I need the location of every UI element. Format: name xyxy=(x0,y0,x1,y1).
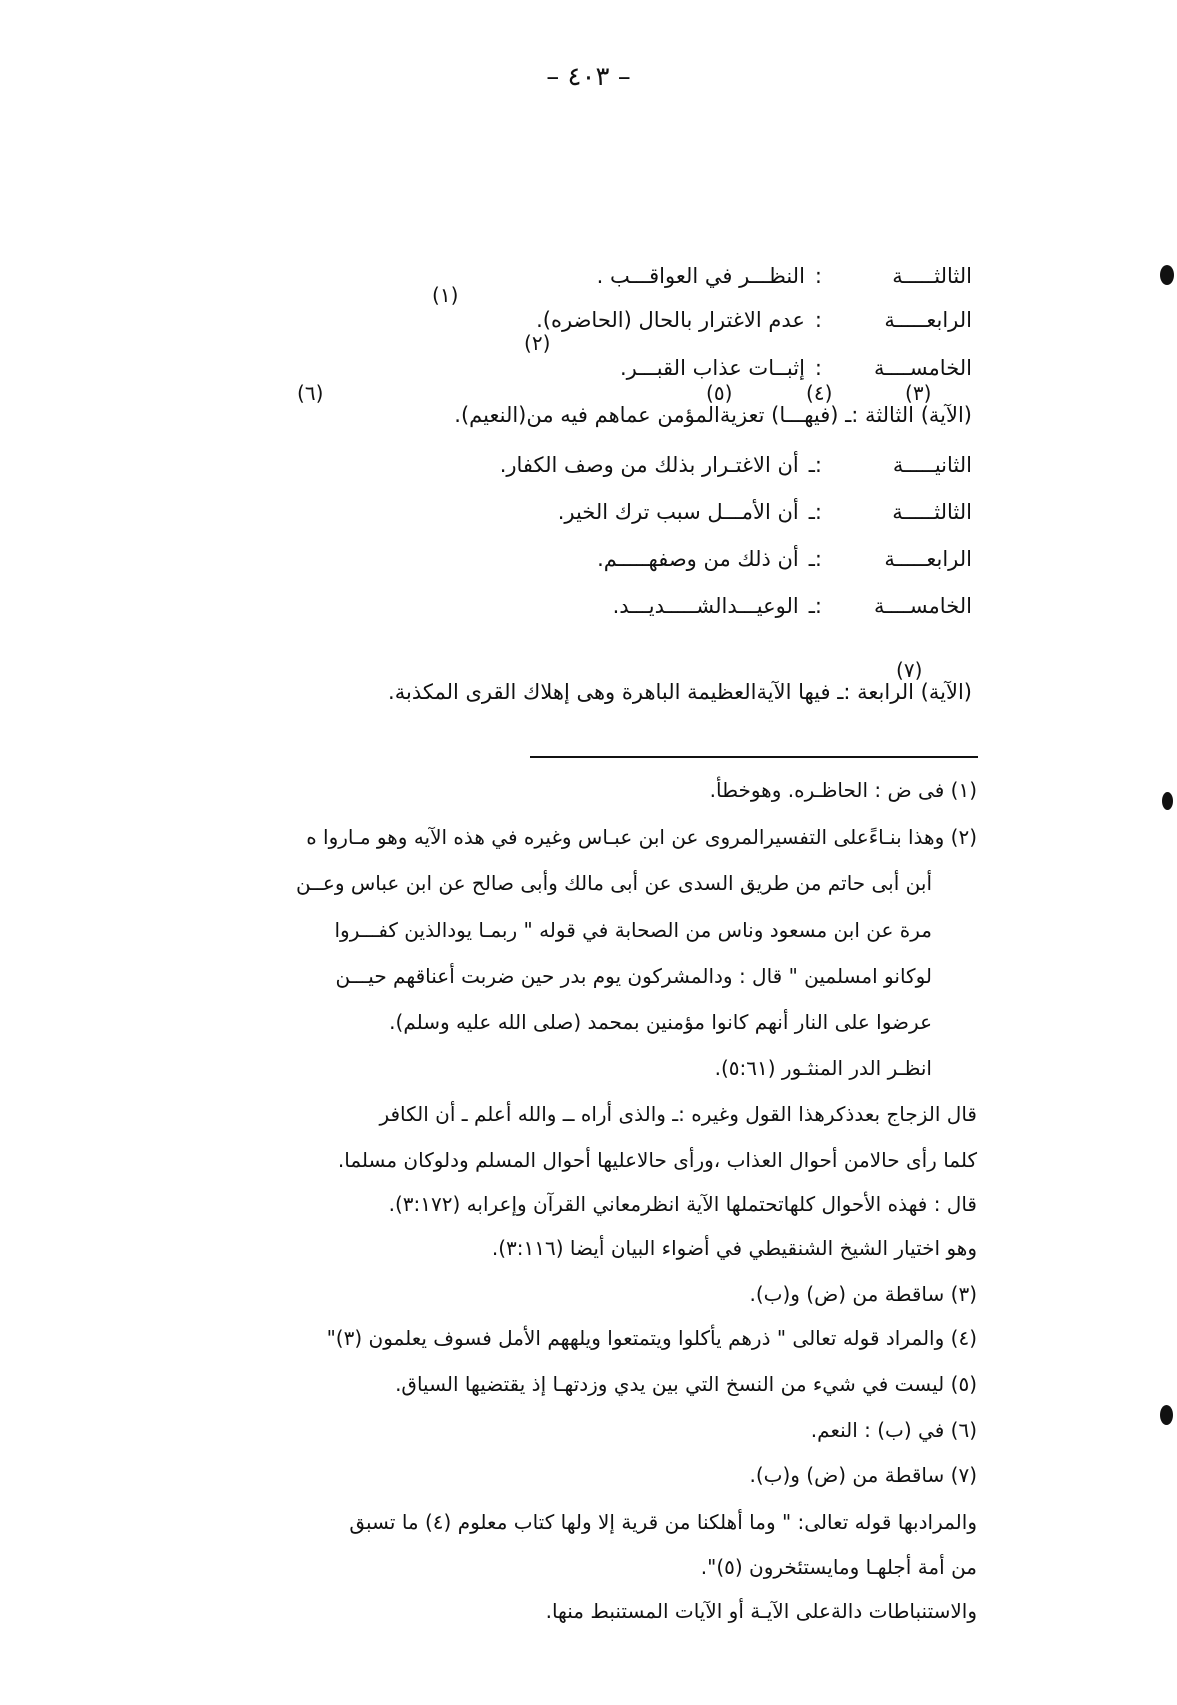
list-item-label: الخامســــة xyxy=(873,594,972,618)
list-item-separator: :ـ xyxy=(808,500,822,524)
footnote-line: عرضوا على النار أنهم كانوا مؤمنين بمحمد (صلى الله عليه وسلم). xyxy=(389,1010,932,1034)
footnote-line: (٤) والمراد قوله تعالى " ذرهم يأكلوا ويتمتعوا ويلههم الأمل فسوف يعلمون (٣)" xyxy=(326,1326,977,1350)
footnote-mark: (٣) xyxy=(905,381,932,405)
list-item-label: الرابعـــــة xyxy=(884,308,972,332)
footnote-line: مرة عن ابن مسعود وناس من الصحابة في قوله " ربمـا يودالذين كفـــروا xyxy=(334,918,932,942)
list-item-label: الرابعـــــة xyxy=(884,547,972,571)
footnote-line: لوكانو امسلمين " قال : ودالمشركون يوم بدر حين ضربت أعناقهم حيـــن xyxy=(335,964,932,988)
list-item-text: الوعيـــدالشـــــديـــد. xyxy=(612,594,799,618)
list-item-label: الخامســــة xyxy=(873,356,972,380)
list-item-separator: :ـ xyxy=(808,453,822,477)
list-item-text: أن الاغتـرار بذلك من وصف الكفار. xyxy=(499,453,799,477)
footnote-divider xyxy=(530,756,978,758)
footnote-line: (٧) ساقطة من (ض) و(ب). xyxy=(749,1463,977,1487)
list-item-text: عدم الاغترار بالحال (الحاضره). xyxy=(536,308,805,332)
verse-heading: (الآية) الرابعة :ـ فيها الآيةالعظيمة الباهرة وهى إهلاك القرى المكذبة. xyxy=(388,680,972,704)
footnote-line: قال الزجاج بعدذكرهذا القول وغيره :ـ والذى أراه ــ والله أعلم ـ أن الكافر xyxy=(379,1102,977,1126)
footnote-line: (٢) وهذا بنـاءًعلى التفسيرالمروى عن ابن عبـاس وغيره في هذه الآيه وهو مـاروا ه xyxy=(306,825,977,849)
footnote-line: (١) فى ض : الحاظـره. وهوخطأ. xyxy=(709,778,977,802)
list-item-separator: : xyxy=(814,264,822,288)
list-item xyxy=(536,306,972,334)
list-item-separator: : xyxy=(814,356,822,380)
list-item-text: أن الأمـــل سبب ترك الخير. xyxy=(557,500,799,524)
footnote-line: (٦) في (ب) : النعم. xyxy=(810,1418,977,1442)
list-item xyxy=(620,354,972,382)
list-item xyxy=(597,262,972,290)
list-item-separator: :ـ xyxy=(808,547,822,571)
footnote-line: قال : فهذه الأحوال كلهاتحتملها الآية انظرمعاني القرآن وإعرابه (٣:١٧٢). xyxy=(388,1192,977,1216)
list-item-text: إثبــات عذاب القبـــر. xyxy=(620,356,805,380)
list-item-label: الثالثـــــة xyxy=(892,500,972,524)
footnote-mark: (٦) xyxy=(297,381,324,405)
footnote-line: كلما رأى حالامن أحوال العذاب ،ورأى حالاعليها أحوال المسلم ودلوكان مسلما. xyxy=(337,1148,977,1172)
list-item xyxy=(500,451,972,479)
list-item-label: الثالثـــــة xyxy=(892,264,972,288)
list-item xyxy=(558,498,972,526)
footnote-line: أبن أبى حاتم من طريق السدى عن أبى مالك وأبى صالح عن ابن عباس وعــن xyxy=(295,871,932,895)
list-item xyxy=(613,592,972,620)
footnote-line: والاستنباطات دالةعلى الآيـة أو الآيات المستنبط منها. xyxy=(545,1599,977,1623)
footnote-mark: (١) xyxy=(432,283,459,307)
scan-mark xyxy=(1160,265,1174,285)
footnote-line: وهو اختيار الشيخ الشنقيطي في أضواء البيان أيضا (٣:١١٦). xyxy=(491,1236,977,1260)
list-item-text: النظـــر في العواقـــب . xyxy=(596,264,805,288)
list-item-text: أن ذلك من وصفهـــــم. xyxy=(597,547,799,571)
verse-heading: (الآية) الثالثة :ـ (فيهـــا) تعزيةالمؤمن عماهم فيه من(النعيم). xyxy=(454,403,972,427)
list-item-label: الثانيـــــة xyxy=(892,453,972,477)
footnote-line: (٣) ساقطة من (ض) و(ب). xyxy=(749,1282,977,1306)
list-item-separator: :ـ xyxy=(808,594,822,618)
footnote-mark: (٤) xyxy=(806,381,833,405)
footnote-line: من أمة أجلهـا ومايستئخرون (٥)". xyxy=(700,1555,977,1579)
scan-mark xyxy=(1160,1405,1173,1425)
list-item xyxy=(597,545,972,573)
list-item-separator: : xyxy=(814,308,822,332)
scan-mark xyxy=(1162,792,1173,810)
footnote-mark: (٢) xyxy=(524,331,551,355)
page-number: – ٤٠٣ – xyxy=(546,62,631,92)
footnote-mark: (٥) xyxy=(706,381,733,405)
footnote-line: والمرادبها قوله تعالى: " وما أهلكنا من قرية إلا ولها كتاب معلوم (٤) ما تسبق xyxy=(349,1510,977,1534)
footnote-mark: (٧) xyxy=(896,658,923,682)
footnote-line: انظـر الدر المنثـور (٥:٦١). xyxy=(714,1056,932,1080)
footnote-line: (٥) ليست في شيء من النسخ التي بين يدي وزدتهـا إذ يقتضيها السياق. xyxy=(395,1372,977,1396)
